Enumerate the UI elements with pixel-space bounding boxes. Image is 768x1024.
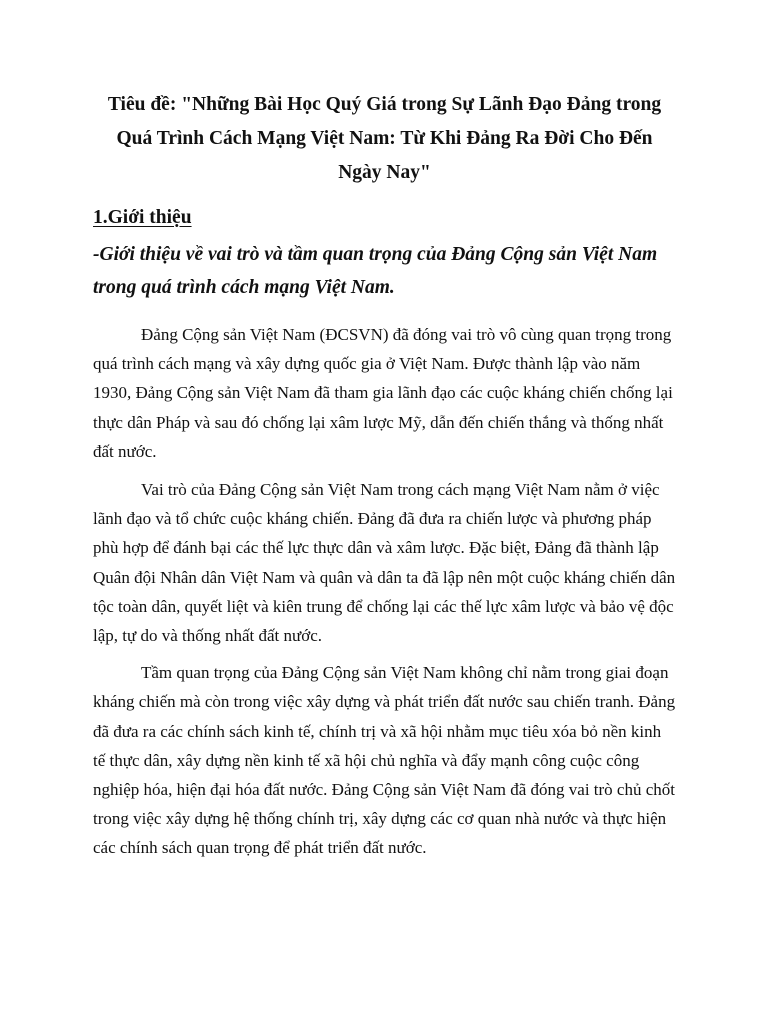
paragraph-1: Đảng Cộng sản Việt Nam (ĐCSVN) đã đóng vai trò vô cùng quan trọng trong quá trình cách mạng và xây dựng quốc gia ở Việt Nam. Được thành lập vào năm 1930, Đảng Cộng sản Việt Nam đã tham gia lãnh đạo các cuộc kháng chiến chống lại thực dân Pháp và sau đó chống lại xâm lược Mỹ, dẫn đến chiến thắng và thống nhất đất nước.: [93, 325, 673, 461]
paragraph-3: Tầm quan trọng của Đảng Cộng sản Việt Nam không chỉ nằm trong giai đoạn kháng chiến mà còn trong việc xây dựng và phát triển đất nước sau chiến tranh. Đảng đã đưa ra các chính sách kinh tế, chính trị và xã hội nhằm mục tiêu xóa bỏ nền kinh tế thực dân, xây dựng nền kinh tế xã hội chủ nghĩa và đẩy mạnh công cuộc công nghiệp hóa, hiện đại hóa đất nước. Đảng Cộng sản Việt Nam đã đóng vai trò chủ chốt trong việc xây dựng hệ thống chính trị, xây dựng các cơ quan nhà nước và thực hiện các chính sách quan trọng để phát triển đất nước.: [93, 663, 676, 858]
subheading-role-importance: -Giới thiệu về vai trò và tầm quan trọng của Đảng Cộng sản Việt Nam trong quá trình cách mạng Việt Nam.: [93, 244, 658, 298]
paragraph-2: Vai trò của Đảng Cộng sản Việt Nam trong cách mạng Việt Nam nằm ở việc lãnh đạo và tổ chức cuộc kháng chiến. Đảng đã đưa ra chiến lược và phương pháp phù hợp để đánh bại các thế lực thực dân và xâm lược. Đặc biệt, Đảng đã thành lập Quân đội Nhân dân Việt Nam và quân và dân ta đã lập nên một cuộc kháng chiến dân tộc toàn dân, quyết liệt và kiên trung để chống lại các thế lực xâm lược và bảo vệ độc lập, tự do và thống nhất đất nước.: [93, 480, 676, 646]
document-title: Tiêu đề: "Những Bài Học Quý Giá trong Sự Lãnh Đạo Đảng trong Quá Trình Cách Mạng Việt Nam: Từ Khi Đảng Ra Đời Cho Đến Ngày Nay": [107, 94, 662, 183]
section-heading-introduction: 1.Giới thiệu: [93, 207, 192, 228]
